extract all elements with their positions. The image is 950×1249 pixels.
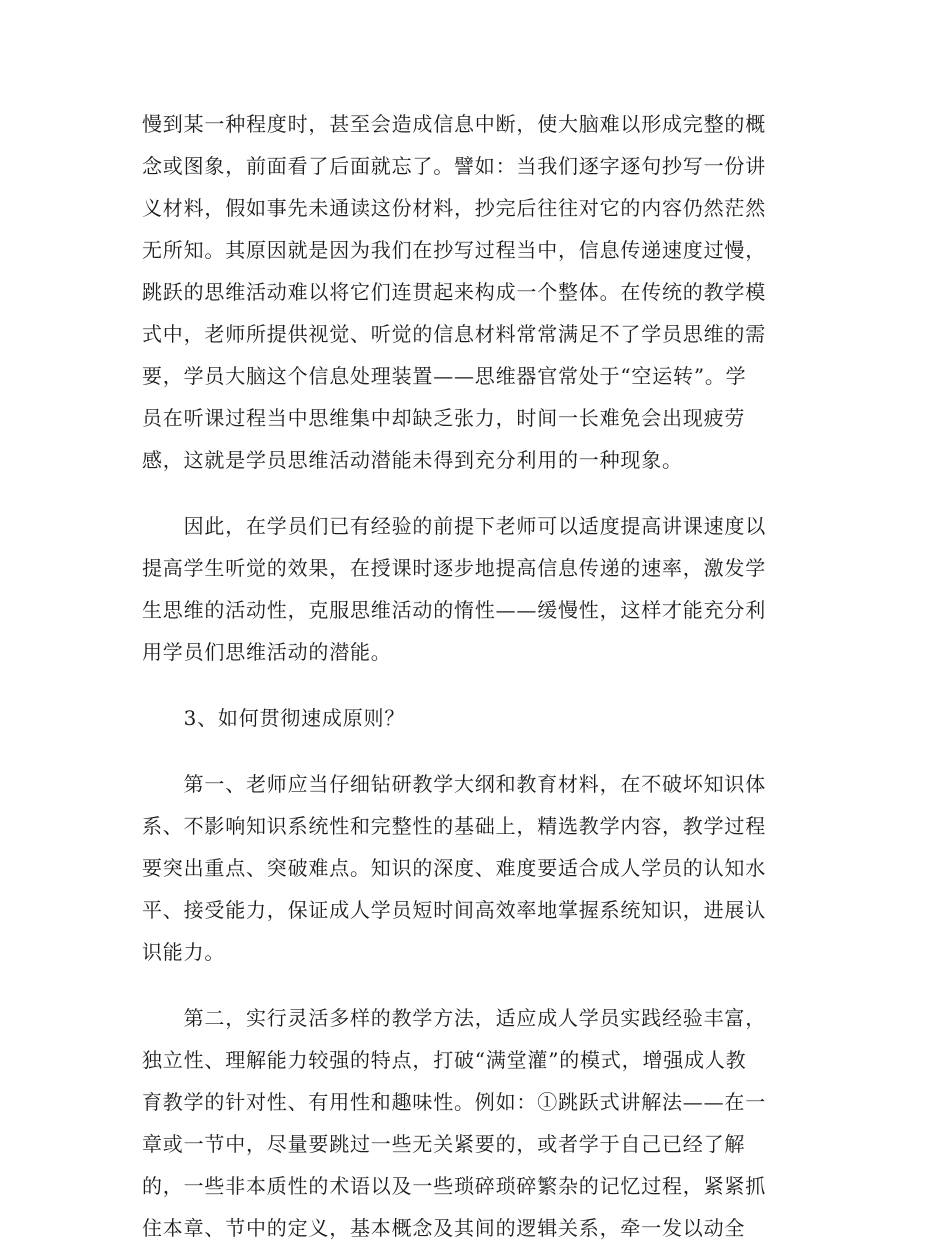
- text-line: 感，这就是学员思维活动潜能未得到充分利用的一种现象。: [142, 448, 683, 472]
- paragraph-gap: [142, 973, 802, 997]
- text-line: 生思维的活动性，克服思维活动的惰性——缓慢性，这样才能充分利: [142, 598, 766, 622]
- paragraph-2: [142, 505, 802, 673]
- text-line: 式中，老师所提供视觉、听觉的信息材料常常满足不了学员思维的需: [142, 322, 766, 346]
- text-line: 跳跃的思维活动难以将它们连贯起来构成一个整体。在传统的教学模: [142, 280, 766, 304]
- paragraph-gap: [142, 739, 802, 763]
- text-line: 用学员们思维活动的潜能。: [142, 640, 392, 664]
- paragraph-gap: [142, 481, 802, 505]
- text-line: 员在听课过程当中思维集中却缺乏张力，时间一长难免会出现疲劳: [142, 406, 746, 430]
- document-body: [142, 103, 802, 1249]
- text-line: 住本章、节中的定义，基本概念及其间的逻辑关系，牵一发以动全: [142, 1216, 746, 1240]
- text-line: 提高学生听觉的效果，在授课时逐步地提高信息传递的速率，激发学: [142, 556, 766, 580]
- paragraph-1: [142, 103, 802, 481]
- section-heading: [142, 697, 802, 739]
- text-line: 要突出重点、突破难点。知识的深度、难度要适合成人学员的认知水: [142, 856, 766, 880]
- text-line: 第一、老师应当仔细钻研教学大纲和教育材料，在不破坏知识体: [142, 772, 766, 796]
- text-line: 因此，在学员们已有经验的前提下老师可以适度提高讲课速度以: [142, 514, 766, 538]
- text-line: 系、不影响知识系统性和完整性的基础上，精选教学内容，教学过程: [142, 814, 766, 838]
- paragraph-3: [142, 763, 802, 973]
- text-line: 章或一节中，尽量要跳过一些无关紧要的，或者学于自己已经了解: [142, 1132, 746, 1156]
- paragraph-gap: [142, 673, 802, 697]
- text-line: 育教学的针对性、有用性和趣味性。例如：①跳跃式讲解法——在一: [142, 1090, 766, 1114]
- text-line: 义材料，假如事先未通读这份材料，抄完后往往对它的内容仍然茫然: [142, 196, 766, 220]
- text-line: 独立性、理解能力较强的特点，打破“满堂灌”的模式，增强成人教: [142, 1048, 747, 1072]
- paragraph-4: [142, 997, 802, 1249]
- text-line: 的，一些非本质性的术语以及一些琐碎琐碎繁杂的记忆过程，紧紧抓: [142, 1174, 766, 1198]
- text-line: 识能力。: [142, 940, 226, 964]
- text-line: 要，学员大脑这个信息处理装置——思维器官常处于“空运转”。学: [142, 364, 747, 388]
- text-line: 平、接受能力，保证成人学员短时间高效率地掌握系统知识，进展认: [142, 898, 766, 922]
- text-line: 3、如何贯彻速成原则？: [142, 706, 406, 730]
- text-line: 无所知。其原因就是因为我们在抄写过程当中，信息传递速度过慢，: [142, 238, 766, 262]
- text-line: 念或图象，前面看了后面就忘了。譬如：当我们逐字逐句抄写一份讲: [142, 154, 766, 178]
- text-line: 慢到某一种程度时，甚至会造成信息中断，使大脑难以形成完整的概: [142, 112, 766, 136]
- text-line: 第二，实行灵活多样的教学方法，适应成人学员实践经验丰富，: [142, 1006, 766, 1030]
